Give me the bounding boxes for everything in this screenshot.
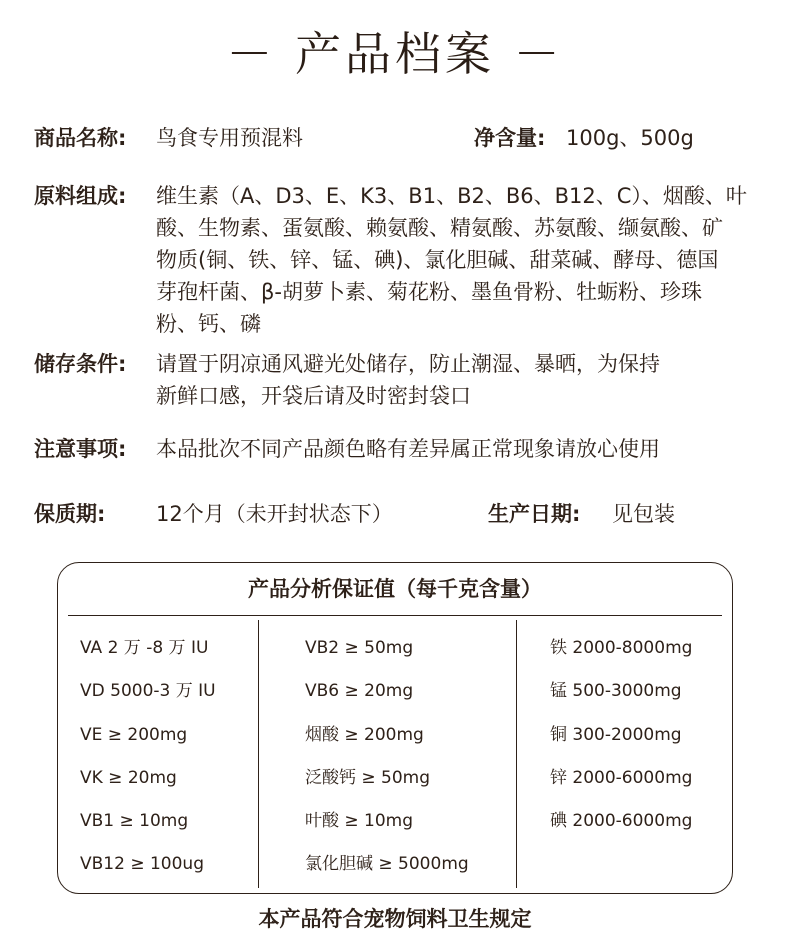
b-vitamins-column [305,633,469,893]
ingredients-line: 物质(铜、铁、锌、锰、碘)、氯化胆碱、甜菜碱、酵母、德国 [156,248,719,272]
column-divider [258,620,259,888]
net-weight-value: 100g、500g [566,126,694,150]
table-cell: VE ≥ 200mg [80,724,188,745]
page-title: － 产品档案 － [226,27,564,81]
ingredients-value [156,180,762,340]
production-date-value: 见包装 [612,502,675,526]
notice-row [34,433,754,465]
minerals-column [550,633,692,849]
table-cell: 铜 300-2000mg [550,724,682,745]
shelf-life-value: 12个月（未开封状态下） [156,502,393,526]
table-cell: 锰 500-3000mg [550,681,682,702]
ingredients-line: 酸、生物素、蛋氨酸、赖氨酸、精氨酸、苏氨酸、缬氨酸、矿 [156,216,723,240]
table-cell: 叶酸 ≥ 10mg [305,811,414,832]
table-cell: 铁 2000-8000mg [550,638,693,658]
shelf-life-row [34,498,754,530]
analysis-table [57,562,733,894]
storage-line: 新鲜口感，开袋后请及时密封袋口 [156,384,471,408]
table-cell: 泛酸钙 ≥ 50mg [305,767,431,788]
product-name-label: 商品名称: [34,126,127,150]
vitamins-column [80,633,216,893]
table-cell: 锌 2000-6000mg [550,767,693,788]
analysis-divider [68,615,722,616]
ingredients-line: 芽孢杆菌、β-胡萝卜素、菊花粉、墨鱼骨粉、牡蛎粉、珍珠 [156,280,702,304]
table-cell: 碘 2000-6000mg [550,811,693,832]
compliance-note: 本产品符合宠物饲料卫生规定 [258,907,532,931]
storage-value [156,348,762,412]
table-cell: VA 2 万 -8 万 IU [80,638,209,658]
shelf-life-label: 保质期: [34,502,106,526]
table-cell: 氯化胆碱 ≥ 5000mg [305,854,469,875]
storage-label: 储存条件: [34,352,127,376]
ingredients-label: 原料组成: [34,184,127,208]
storage-row [34,348,754,412]
net-weight-label: 净含量: [474,126,546,150]
ingredients-line: 维生素（A、D3、E、K3、B1、B2、B6、B12、C）、烟酸、叶 [156,184,747,208]
notice-value: 本品批次不同产品颜色略有差异属正常现象请放心使用 [156,437,660,461]
storage-line: 请置于阴凉通风避光处储存，防止潮湿、暴晒，为保持 [156,352,660,376]
table-cell: VB1 ≥ 10mg [80,811,189,832]
table-cell: VB6 ≥ 20mg [305,681,414,702]
production-date-label: 生产日期: [488,502,581,526]
ingredients-line: 粉、钙、磷 [156,312,261,336]
product-name-value: 鸟食专用预混料 [156,126,303,150]
table-cell: VB12 ≥ 100ug [80,854,204,875]
column-divider [516,620,517,888]
table-cell: 烟酸 ≥ 200mg [305,724,424,745]
notice-label: 注意事项: [34,437,127,461]
table-cell: VD 5000-3 万 IU [80,681,216,702]
ingredients-row [34,180,754,340]
table-cell: VK ≥ 20mg [80,767,177,788]
analysis-title: 产品分析保证值（每千克含量） [248,577,542,601]
table-cell: VB2 ≥ 50mg [305,638,414,658]
product-name-row [34,122,754,154]
